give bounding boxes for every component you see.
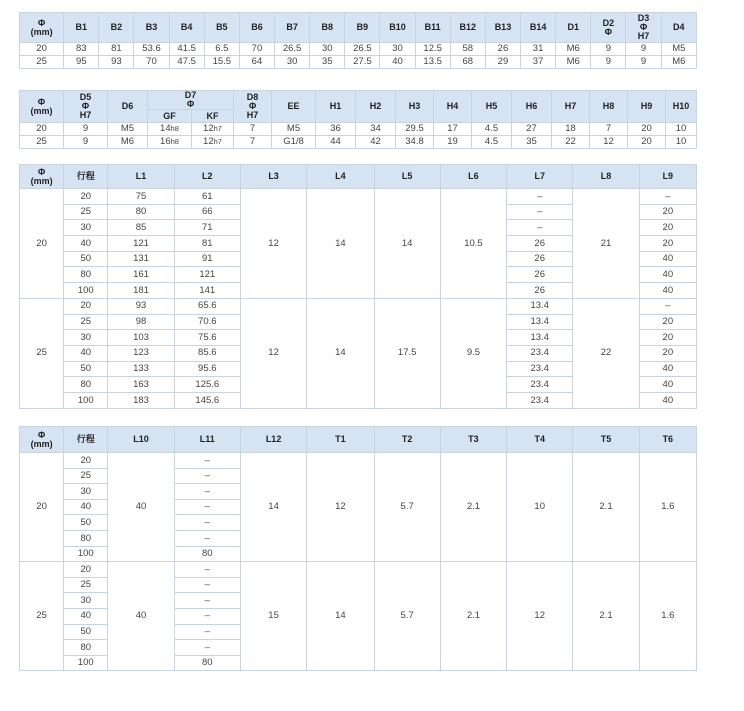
col-header: B14	[521, 13, 556, 43]
table-cell: –	[174, 499, 240, 515]
table-cell: –	[174, 577, 240, 593]
col-header: B3	[134, 13, 169, 43]
table-cell: 10.5	[440, 189, 506, 299]
table-cell: 85.6	[174, 345, 240, 361]
table-cell: –	[174, 640, 240, 656]
table-cell: 41.5	[169, 43, 204, 56]
table-cell: 17	[434, 123, 472, 136]
tolerance-text: h8	[170, 137, 179, 147]
col-header: L2	[174, 165, 240, 189]
col-header: B7	[275, 13, 310, 43]
table-cell: 12	[240, 298, 306, 408]
table-cell: 22	[573, 298, 639, 408]
table-cell: 53.6	[134, 43, 169, 56]
table-cell: M5	[272, 123, 316, 136]
table-row	[20, 56, 697, 69]
col-header: B4	[169, 13, 204, 43]
table-cell: 4.5	[472, 123, 512, 136]
table-cell: 20	[639, 204, 696, 220]
stroke-cell: 40	[64, 345, 108, 361]
table-cell: 20	[639, 330, 696, 346]
table-cell: 30	[380, 43, 415, 56]
table-cell: 40	[639, 377, 696, 393]
stroke-cell: 100	[64, 655, 108, 671]
table-cell: 14	[240, 453, 306, 562]
table-cell: 4.5	[472, 136, 512, 149]
stroke-table-l	[19, 164, 697, 409]
table-cell: 20	[639, 236, 696, 252]
table-cell: 12	[240, 189, 306, 299]
table-cell	[192, 136, 234, 149]
table-cell: M6	[661, 56, 696, 69]
table-cell: 20	[20, 43, 64, 56]
table-cell: 58	[450, 43, 485, 56]
table-cell: 93	[108, 298, 174, 314]
table-cell: 9	[591, 56, 626, 69]
table-cell: 23.4	[507, 345, 573, 361]
col-header: T3	[440, 427, 506, 453]
col-header: L11	[174, 427, 240, 453]
table-cell: M5	[108, 123, 148, 136]
table-cell: 13.4	[507, 298, 573, 314]
table-cell: 34	[356, 123, 396, 136]
tolerance-text: h7	[213, 124, 222, 134]
table-cell: 181	[108, 283, 174, 299]
col-header: L10	[108, 427, 174, 453]
col-header: B13	[485, 13, 520, 43]
stroke-cell: 100	[64, 546, 108, 562]
table-cell: 91	[174, 251, 240, 267]
table-cell: 141	[174, 283, 240, 299]
table-cell: 14	[307, 189, 374, 299]
stroke-cell: 30	[64, 484, 108, 500]
col-header: EE	[272, 91, 316, 123]
stroke-cell: 80	[64, 640, 108, 656]
table-cell: 26	[507, 283, 573, 299]
table-cell: 6.5	[204, 43, 239, 56]
table-cell: 27	[512, 123, 552, 136]
table-cell: 75.6	[174, 330, 240, 346]
table-cell: 37	[521, 56, 556, 69]
table-cell: 9	[591, 43, 626, 56]
table-cell: 26	[507, 251, 573, 267]
table-cell: 29.5	[396, 123, 434, 136]
col-header: D1	[556, 13, 591, 43]
stroke-cell: 50	[64, 624, 108, 640]
table-cell: 35	[310, 56, 345, 69]
table-cell: 25	[20, 56, 64, 69]
bore-cell: 20	[20, 189, 64, 299]
col-header: L7	[507, 165, 573, 189]
table-cell: 9	[64, 136, 108, 149]
table-cell: –	[174, 530, 240, 546]
table-cell: 75	[108, 189, 174, 205]
table-cell: 131	[108, 251, 174, 267]
table-cell: 34.8	[396, 136, 434, 149]
table-cell: –	[174, 562, 240, 578]
col-header: H6	[512, 91, 552, 123]
table-cell: 29	[485, 56, 520, 69]
col-header: H1	[316, 91, 356, 123]
table-cell: –	[174, 468, 240, 484]
table-cell: 95.6	[174, 361, 240, 377]
table-cell: 18	[552, 123, 590, 136]
col-header: L9	[639, 165, 696, 189]
value-text: 12	[203, 123, 214, 135]
table-cell: 40	[639, 283, 696, 299]
table-cell: 23.4	[507, 361, 573, 377]
table-cell: 5.7	[374, 562, 440, 671]
table-cell: 26	[485, 43, 520, 56]
table-cell: 20	[20, 123, 64, 136]
table-cell: 15	[240, 562, 306, 671]
table-cell: –	[174, 593, 240, 609]
table-cell: 40	[639, 251, 696, 267]
col-header: D3 Φ H7	[626, 13, 661, 43]
stroke-cell: 40	[64, 236, 108, 252]
col-header: H10	[666, 91, 697, 123]
col-header: H3	[396, 91, 434, 123]
table-row	[20, 298, 697, 314]
table-cell: 36	[316, 123, 356, 136]
table-cell: 10	[666, 123, 697, 136]
table-cell: 93	[99, 56, 134, 69]
table-cell: 9	[64, 123, 108, 136]
stroke-cell: 80	[64, 377, 108, 393]
table-cell: 61	[174, 189, 240, 205]
table-cell: 14	[307, 298, 374, 408]
table-cell: –	[174, 515, 240, 531]
table-cell: –	[639, 298, 696, 314]
col-header: B12	[450, 13, 485, 43]
stroke-cell: 25	[64, 577, 108, 593]
table-cell: 30	[275, 56, 310, 69]
col-header: T2	[374, 427, 440, 453]
col-header: H8	[590, 91, 628, 123]
table-cell: 81	[99, 43, 134, 56]
table-cell: 13.4	[507, 330, 573, 346]
table-cell: 5.7	[374, 453, 440, 562]
stroke-cell: 30	[64, 330, 108, 346]
table-cell: 13.5	[415, 56, 450, 69]
table-cell: –	[507, 220, 573, 236]
col-header: B2	[99, 13, 134, 43]
table-row	[20, 562, 697, 578]
table-cell: 12	[307, 453, 374, 562]
table-cell: 9	[626, 43, 661, 56]
col-header: T6	[639, 427, 696, 453]
table-cell: 12.5	[415, 43, 450, 56]
stroke-cell: 50	[64, 251, 108, 267]
col-header: L8	[573, 165, 639, 189]
table-cell: 13.4	[507, 314, 573, 330]
col-header: Φ (mm)	[20, 13, 64, 43]
table-cell: 25	[20, 136, 64, 149]
table-cell: –	[174, 608, 240, 624]
table-cell	[148, 123, 192, 136]
col-header: 行程	[64, 165, 108, 189]
col-header: T4	[507, 427, 573, 453]
table-cell: 26	[507, 267, 573, 283]
table-cell: 35	[512, 136, 552, 149]
table-cell: 14	[307, 562, 374, 671]
table-cell: 103	[108, 330, 174, 346]
table-cell: 7	[590, 123, 628, 136]
table-cell: 68	[450, 56, 485, 69]
stroke-cell: 20	[64, 562, 108, 578]
table-cell: M6	[108, 136, 148, 149]
tolerance-text: h7	[213, 137, 222, 147]
col-header: L1	[108, 165, 174, 189]
table-cell: –	[174, 624, 240, 640]
table-cell: 23.4	[507, 377, 573, 393]
stroke-cell: 20	[64, 189, 108, 205]
table-cell: 47.5	[169, 56, 204, 69]
col-header-gf: GF	[148, 110, 192, 123]
table-row	[20, 453, 697, 469]
table-cell: 80	[174, 546, 240, 562]
table-cell: 20	[628, 136, 666, 149]
col-header: H4	[434, 91, 472, 123]
stroke-cell: 25	[64, 204, 108, 220]
table-cell: 40	[639, 361, 696, 377]
stroke-cell: 40	[64, 499, 108, 515]
col-header: L6	[440, 165, 506, 189]
stroke-cell: 50	[64, 515, 108, 531]
table-cell: 9	[626, 56, 661, 69]
table-row	[20, 189, 697, 205]
col-header: B6	[239, 13, 274, 43]
col-header-kf: KF	[192, 110, 234, 123]
stroke-cell: 25	[64, 314, 108, 330]
col-header: L5	[374, 165, 440, 189]
table-cell: 44	[316, 136, 356, 149]
col-header: L4	[307, 165, 374, 189]
table-cell: 40	[639, 392, 696, 408]
col-header: B10	[380, 13, 415, 43]
stroke-cell: 40	[64, 608, 108, 624]
bore-cell: 25	[20, 298, 64, 408]
col-header: H5	[472, 91, 512, 123]
col-header: B8	[310, 13, 345, 43]
col-header: B1	[64, 13, 99, 43]
table-cell: 121	[108, 236, 174, 252]
table-cell: 123	[108, 345, 174, 361]
table-cell: 19	[434, 136, 472, 149]
stroke-cell: 80	[64, 267, 108, 283]
table-cell: 20	[639, 345, 696, 361]
stroke-cell: 20	[64, 453, 108, 469]
table-cell: 26.5	[345, 43, 380, 56]
dimension-table-d-h	[19, 90, 697, 149]
table-cell: 40	[108, 453, 174, 562]
table-cell: 163	[108, 377, 174, 393]
table-cell: 85	[108, 220, 174, 236]
value-text: 16	[160, 136, 171, 148]
table-cell: 161	[108, 267, 174, 283]
table-cell: 2.1	[573, 562, 639, 671]
table-cell: 2.1	[440, 562, 506, 671]
table-cell: 70	[239, 43, 274, 56]
col-header: D2 Φ	[591, 13, 626, 43]
table-cell: 7	[234, 136, 272, 149]
table-cell: 70.6	[174, 314, 240, 330]
tolerance-text: h8	[170, 124, 179, 134]
table-cell: 20	[639, 220, 696, 236]
stroke-cell: 20	[64, 298, 108, 314]
stroke-cell: 30	[64, 220, 108, 236]
table-cell: 15.5	[204, 56, 239, 69]
col-header: H9	[628, 91, 666, 123]
col-header: L3	[240, 165, 306, 189]
col-header: D4	[661, 13, 696, 43]
table-cell: 12	[507, 562, 573, 671]
table-cell: 2.1	[573, 453, 639, 562]
table-cell: 22	[552, 136, 590, 149]
table-row	[20, 43, 697, 56]
col-header: T1	[307, 427, 374, 453]
col-header: 行程	[64, 427, 108, 453]
col-header-d8: D8 Φ H7	[234, 91, 272, 123]
stroke-cell: 100	[64, 283, 108, 299]
table-cell: 83	[64, 43, 99, 56]
table-cell: 20	[639, 314, 696, 330]
table-row	[20, 136, 697, 149]
col-header: Φ (mm)	[20, 427, 64, 453]
col-header: B11	[415, 13, 450, 43]
table-cell: 26	[507, 236, 573, 252]
table-cell	[192, 123, 234, 136]
table-cell: 10	[666, 136, 697, 149]
col-header-phi: Φ (mm)	[20, 91, 64, 123]
table-cell: M6	[556, 56, 591, 69]
table-cell: 10	[507, 453, 573, 562]
bore-cell: 20	[20, 453, 64, 562]
table-cell: –	[174, 484, 240, 500]
dimension-table-b-d	[19, 12, 697, 69]
table-cell: 27.5	[345, 56, 380, 69]
col-header-d6: D6	[108, 91, 148, 123]
table-cell: 70	[134, 56, 169, 69]
table-cell: 23.4	[507, 392, 573, 408]
table-cell	[148, 136, 192, 149]
table-row	[20, 123, 697, 136]
col-header: B9	[345, 13, 380, 43]
table-cell: –	[507, 189, 573, 205]
col-header-d5: D5 Φ H7	[64, 91, 108, 123]
table-cell: 121	[174, 267, 240, 283]
table-cell: 80	[174, 655, 240, 671]
stroke-cell: 25	[64, 468, 108, 484]
table-cell: 21	[573, 189, 639, 299]
col-header: Φ (mm)	[20, 165, 64, 189]
table-cell: 14	[374, 189, 440, 299]
table-cell: G1/8	[272, 136, 316, 149]
table-cell: M5	[661, 43, 696, 56]
table-cell: 64	[239, 56, 274, 69]
table-cell: 30	[310, 43, 345, 56]
table-cell: 133	[108, 361, 174, 377]
col-header: L12	[240, 427, 306, 453]
table-cell: 183	[108, 392, 174, 408]
table-cell: 98	[108, 314, 174, 330]
stroke-table-t	[19, 426, 697, 671]
table-cell: 40	[639, 267, 696, 283]
table-cell: 7	[234, 123, 272, 136]
table-cell: 145.6	[174, 392, 240, 408]
table-cell: 40	[380, 56, 415, 69]
col-header: H2	[356, 91, 396, 123]
col-header: B5	[204, 13, 239, 43]
bore-cell: 25	[20, 562, 64, 671]
table-cell: –	[507, 204, 573, 220]
table-cell: 81	[174, 236, 240, 252]
table-cell: 42	[356, 136, 396, 149]
table-cell: 20	[628, 123, 666, 136]
table-cell: –	[174, 453, 240, 469]
table-cell: 95	[64, 56, 99, 69]
table-cell: 66	[174, 204, 240, 220]
table-cell: –	[639, 189, 696, 205]
table-cell: 2.1	[440, 453, 506, 562]
table-cell: 71	[174, 220, 240, 236]
table-cell: 1.6	[639, 562, 696, 671]
table-cell: 125.6	[174, 377, 240, 393]
stroke-cell: 50	[64, 361, 108, 377]
table-cell: 12	[590, 136, 628, 149]
table-cell: 9.5	[440, 298, 506, 408]
col-header: T5	[573, 427, 639, 453]
table-cell: M6	[556, 43, 591, 56]
stroke-cell: 80	[64, 530, 108, 546]
table-cell: 1.6	[639, 453, 696, 562]
table-cell: 31	[521, 43, 556, 56]
value-text: 14	[160, 123, 171, 135]
table-cell: 40	[108, 562, 174, 671]
col-header: H7	[552, 91, 590, 123]
stroke-cell: 100	[64, 392, 108, 408]
stroke-cell: 30	[64, 593, 108, 609]
table-cell: 26.5	[275, 43, 310, 56]
col-header-d7: D7 Φ	[148, 91, 234, 110]
value-text: 12	[203, 136, 214, 148]
table-cell: 17.5	[374, 298, 440, 408]
table-cell: 80	[108, 204, 174, 220]
table-cell: 65.6	[174, 298, 240, 314]
